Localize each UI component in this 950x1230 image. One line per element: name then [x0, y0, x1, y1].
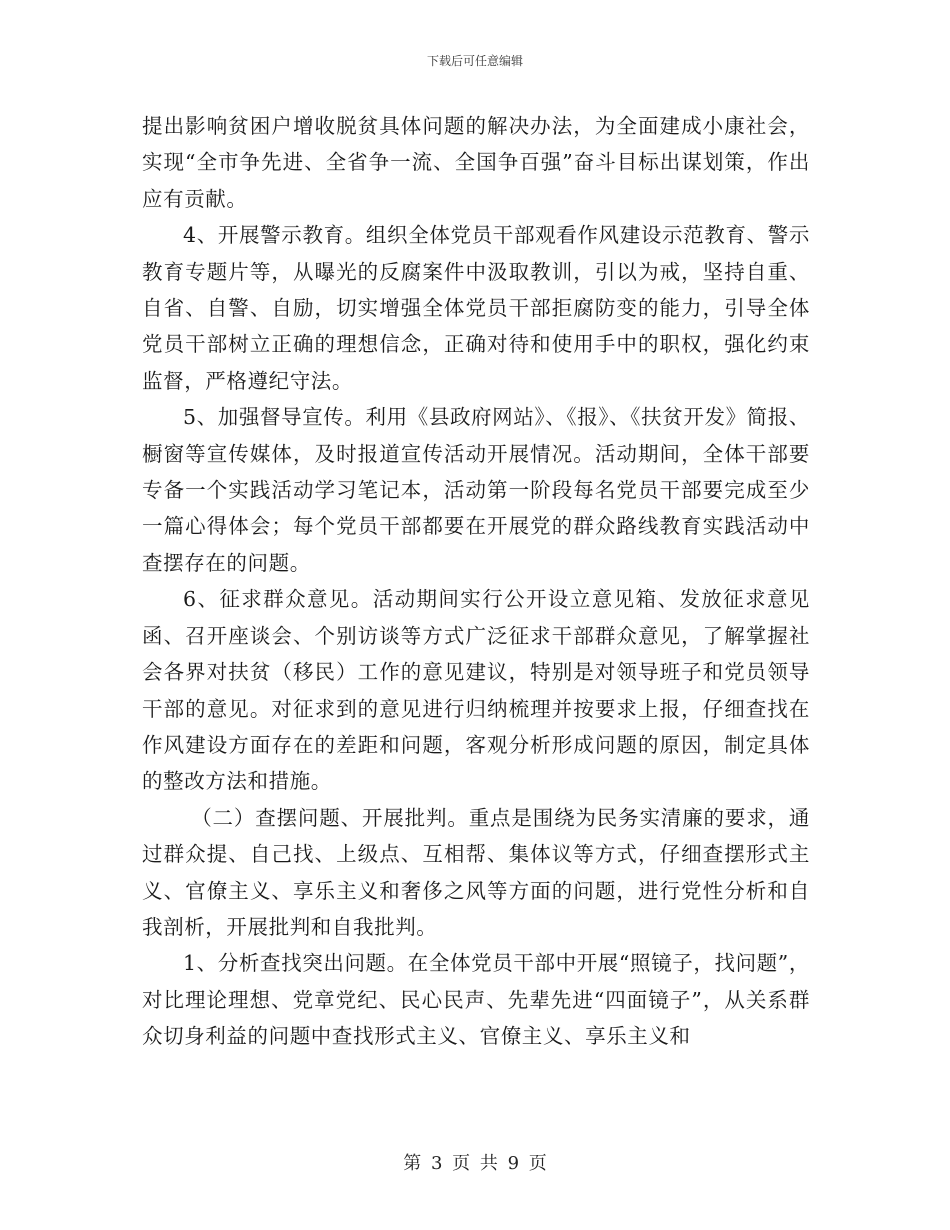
paragraph-continuation: 提出影响贫困户增收脱贫具体问题的解决办法，为全面建成小康社会，实现“全市争先进、全省争一流、全国争百强”奋斗目标出谋划策，作出应有贡献。 [142, 114, 810, 211]
paragraph-analyze-problems: 1、分析查找突出问题。在全体党员干部中开展“照镜子，找问题”，对比理论理想、党章党纪、民心民声、先辈先进“四面镜子”，从关系群众切身利益的问题中查找形式主义、官僚主义、享乐主义和 [142, 951, 810, 1049]
paragraph-supervision-publicity: 5、加强督导宣传。利用《县政府网站》、《报》、《扶贫开发》简报、橱窗等宣传媒体，及时报道宣传活动开展情况。活动期间，全体干部要专备一个实践活动学习笔记本，活动第一阶段每名党员干部要完成至少一篇心得体会；每个党员干部都要在开展党的群众路线教育实践活动中查摆存在的问题。 [142, 405, 810, 575]
paragraph-warning-education: 4、开展警示教育。组织全体党员干部观看作风建设示范教育、警示教育专题片等，从曝光的反腐案件中汲取教训，引以为戒，坚持自重、自省、自警、自励，切实增强全体党员干部拒腐防变的能力，引导全体党员干部树立正确的理想信念，正确对待和使用手中的职权，强化约束监督，严格遵纪守法。 [142, 223, 810, 393]
page-number-footer: 第 3 页 共 9 页 [403, 1153, 547, 1174]
paragraph-section-two: （二）查摆问题、开展批判。重点是围绕为民务实清廉的要求，通过群众提、自己找、上级点、互相帮、集体议等方式，仔细查摆形式主义、官僚主义、享乐主义和奢侈之风等方面的问题，进行党性分析和自我剖析，开展批判和自我批判。 [142, 805, 810, 939]
paragraph-solicit-opinions: 6、征求群众意见。活动期间实行公开设立意见箱、发放征求意见函、召开座谈会、个别访谈等方式广泛征求干部群众意见，了解掌握社会各界对扶贫（移民）工作的意见建议，特别是对领导班子和党员领导干部的意见。对征求到的意见进行归纳梳理并按要求上报，仔细查找在作风建设方面存在的差距和问题，客观分析形成问题的原因，制定具体的整改方法和措施。 [142, 587, 810, 794]
page-header: 下载后可任意编辑 [426, 54, 523, 68]
document-body [142, 108, 810, 1055]
